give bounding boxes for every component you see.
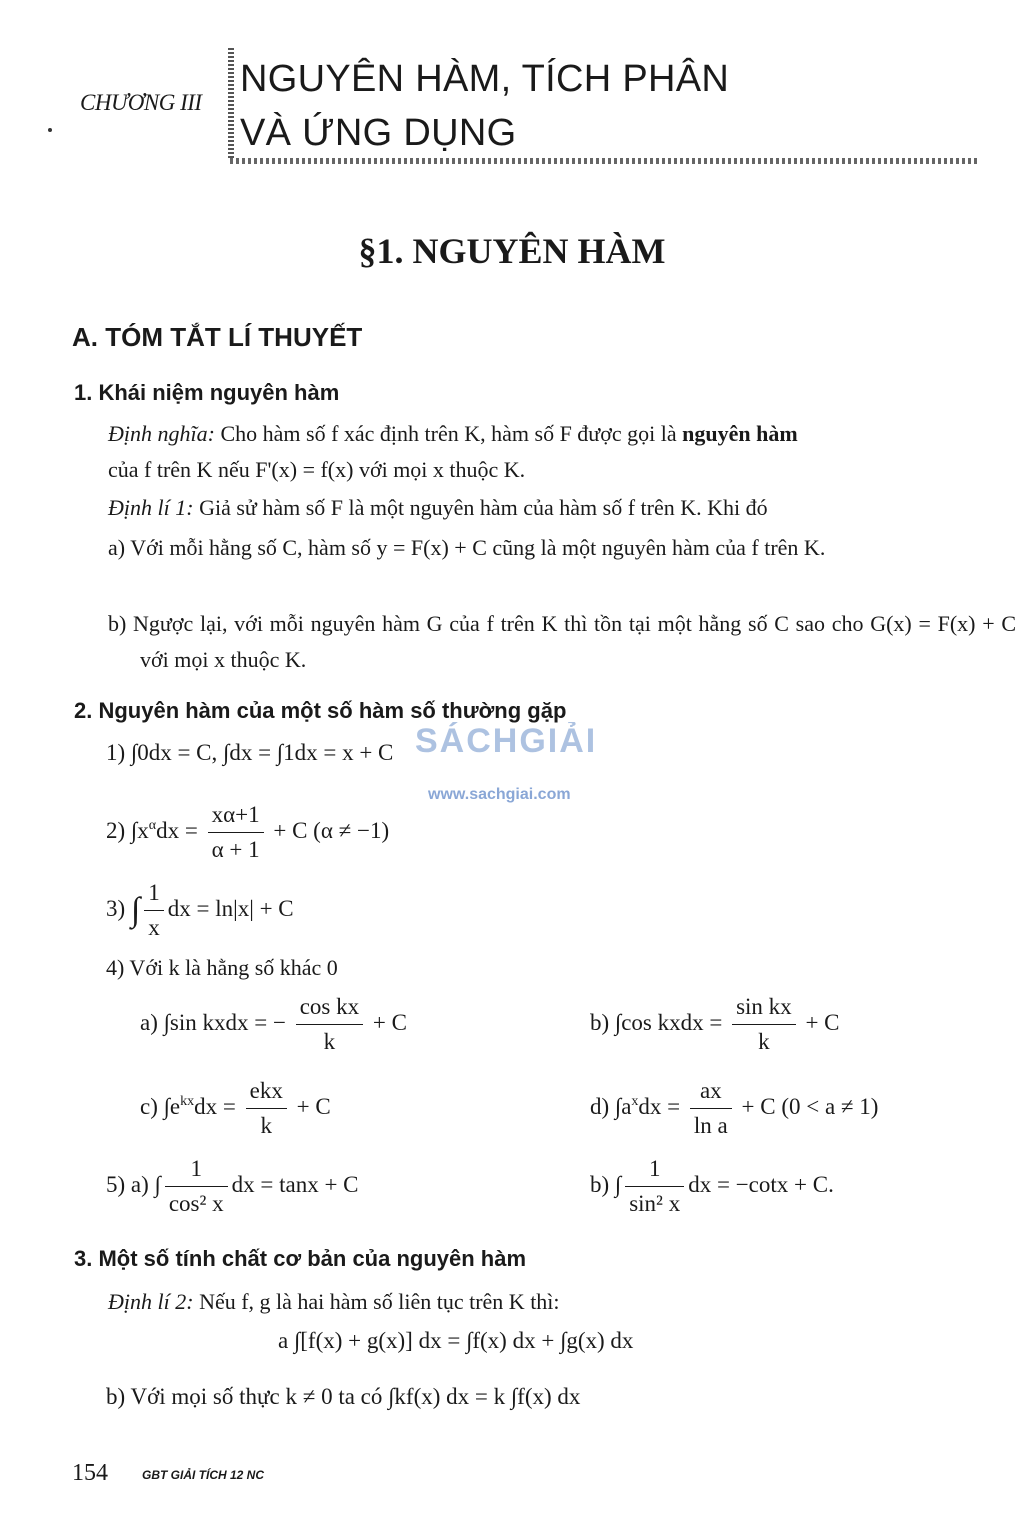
chapter-title-line-2: VÀ ỨNG DỤNG [240,112,517,154]
chapter-title-line-1: NGUYÊN HÀM, TÍCH PHÂN [240,58,730,100]
formula-2 [106,798,389,867]
formula-4a-fraction: $\frac{\text{cos kx}}{k}$ [296,990,363,1059]
theorem-2-text: Nếu f, g là hai hàm số liên tục trên K thì: [193,1289,560,1314]
theorem-2-label: Định lí 2: [108,1289,194,1314]
formula-3-tail: dx = ln|x| + C [167,895,294,921]
page-number: 154 [72,1460,108,1486]
formula-4a: a) ∫sin kxdx = − $\frac{\text{cos kx}}{k}$ + C [140,990,407,1059]
formula-3-fraction: $\frac{1}{x}$ [144,876,164,945]
formula-4b: b) ∫cos kxdx = $\frac{\text{sin kx}}{k}$ + C [590,990,840,1059]
formula-3 [106,876,294,945]
formula-2-integral: ∫x [130,817,149,843]
s1-definition [108,416,984,488]
watermark-url: www.sachgiai.com [428,786,571,803]
s2-heading: 2. Nguyên hàm của một số hàm số thường gặp [74,698,567,723]
formula-5b: b) ∫ $\frac{1}{\text{sin² x}}$ dx = −cotx + C. [590,1152,834,1221]
chapter-title [240,52,729,160]
s1-item-a: a) Với mỗi hằng số C, hàm số y = F(x) + C cũng là một nguyên hàm của f trên K. [108,535,826,560]
formula-2-fraction: $\frac{x\alpha+1}{\alpha + 1}$ [208,798,264,867]
formula-2-label: 2) [106,817,126,843]
formula-2-dx: dx = [156,817,198,843]
formula-5b-fraction: $\frac{1}{\text{sin² x}}$ [625,1152,684,1221]
formula-2-exponent: α [148,818,157,834]
s1-heading: 1. Khái niệm nguyên hàm [74,380,340,405]
definition-bold: nguyên hàm [682,421,798,446]
formula-4b-fraction: $\frac{\text{sin kx}}{k}$ [732,990,796,1059]
chapter-divider [228,48,234,160]
margin-dot [48,128,52,132]
chapter-label: CHƯƠNG III [80,90,202,115]
s3-property-a: a ∫[f(x) + g(x)] dx = ∫f(x) dx + ∫g(x) dx [278,1328,634,1353]
s3-property-b: b) Với mọi số thực k ≠ 0 ta có ∫kf(x) dx = k ∫f(x) dx [106,1384,581,1409]
formula-4d-fraction: $\frac{ax}{\text{ln a}}$ [690,1074,732,1143]
formula-2-tail: + C (α ≠ −1) [273,817,390,843]
chapter-underline [230,158,980,164]
formula-1: 1) ∫0dx = C, ∫dx = ∫1dx = x + C [106,740,394,765]
s3-heading: 3. Một số tính chất cơ bản của nguyên hàm [74,1246,527,1271]
theorem-1-text: Giả sử hàm số F là một nguyên hàm của hàm số f trên K. Khi đó [193,495,768,520]
watermark-brand: SÁCHGIẢI [415,722,598,760]
section-title: §1. NGUYÊN HÀM [358,231,666,271]
part-a-heading: A. TÓM TẮT LÍ THUYẾT [72,322,363,352]
formula-4d: d) $\int a^xdx$ = $\frac{ax}{\text{ln a}}$ + C (0 < a ≠ 1) [590,1074,878,1143]
book-title: GBT GIẢI TÍCH 12 NC [142,1468,265,1482]
formula-4-intro: 4) Với k là hằng số khác 0 [106,955,338,980]
integral-sign-icon: ∫ [130,891,141,929]
theorem-1-label: Định lí 1: [108,495,194,520]
definition-text-2: của f trên K nếu F'(x) = f(x) với mọi x thuộc K. [108,457,526,482]
s1-item-b: b) Ngược lại, với mỗi nguyên hàm G của f trên K thì tồn tại một hằng số C sao cho G(x) = F(x) + C với mọi x thuộc K. [108,611,1016,672]
formula-4c-fraction: $\frac{\text{ekx}}{k}$ [246,1074,287,1143]
definition-label: Định nghĩa: [108,421,215,446]
s1-theorem [108,490,984,526]
formula-5a: 5) a) ∫ $\frac{1}{\text{cos² x}}$ dx = tanx + C [106,1152,359,1221]
definition-text: Cho hàm số f xác định trên K, hàm số F được gọi là [214,421,683,446]
formula-3-label: 3) [106,895,126,921]
formula-4c: c) $\int e^{kx}dx$ = $\frac{\text{ekx}}{k}$ + C [140,1074,331,1143]
formula-5a-fraction: $\frac{1}{\text{cos² x}}$ [165,1152,228,1221]
s3-theorem [108,1284,560,1320]
